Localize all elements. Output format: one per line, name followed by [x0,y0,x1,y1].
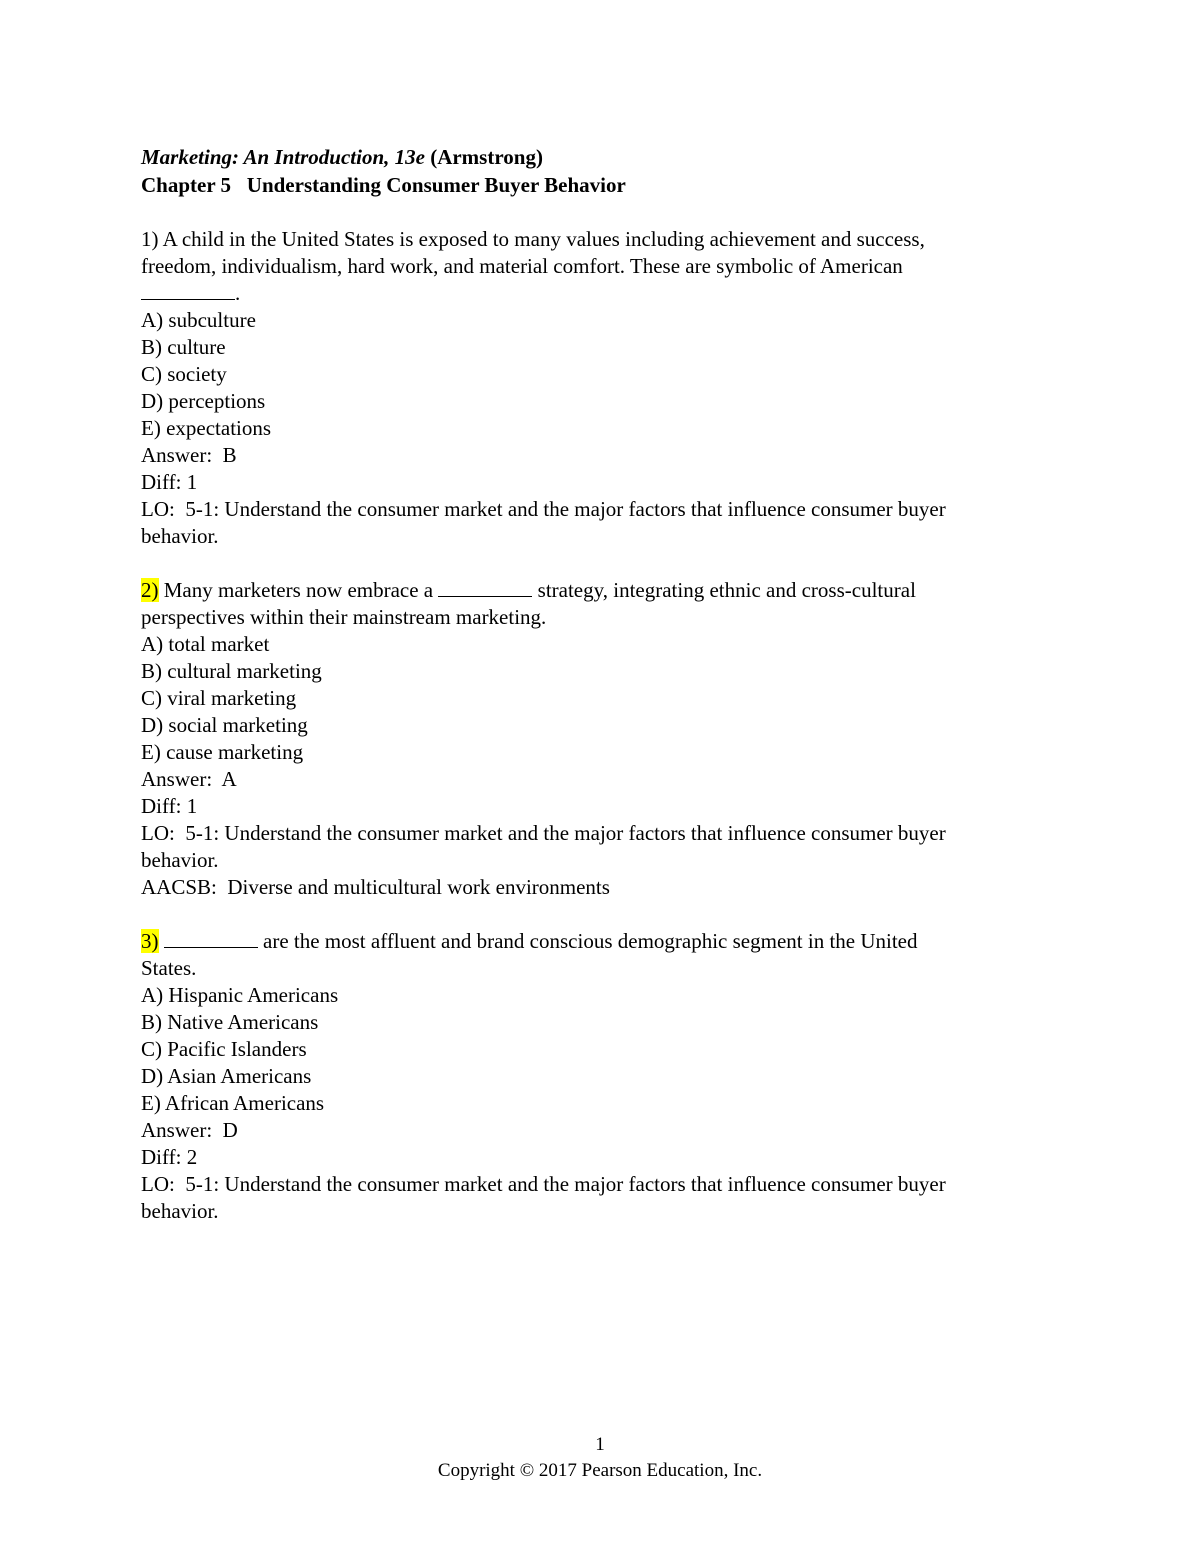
question-stem-line [141,577,1061,604]
answer-option: B) Native Americans [141,1010,319,1034]
chapter-title: Chapter 5 Understanding Consumer Buyer Behavior [141,173,626,197]
learning-objective: behavior. [141,848,219,872]
difficulty: Diff: 1 [141,470,198,494]
question-stem: A child in the United States is exposed to many values including achievement and success, [162,227,925,251]
copyright-notice: Copyright © 2017 Pearson Education, Inc. [437,1460,763,1481]
answer-key: Answer: D [141,1118,238,1142]
answer-option: C) viral marketing [141,686,297,710]
question-stem: Many marketers now embrace a [163,578,434,602]
answer-option: A) total market [141,632,270,656]
question-2 [141,577,1061,901]
difficulty: Diff: 2 [141,1145,198,1169]
question-number: 1) [141,227,159,251]
question-stem-line: States. [141,956,197,980]
question-stem-line [141,928,1061,955]
answer-key: Answer: B [141,443,237,467]
learning-objective: behavior. [141,524,219,548]
answer-option: C) society [141,362,227,386]
answer-option: E) African Americans [141,1091,325,1115]
difficulty: Diff: 1 [141,794,198,818]
learning-objective: LO: 5-1: Understand the consumer market and the major factors that influence consumer buyer [141,1172,946,1196]
answer-option: D) Asian Americans [141,1064,312,1088]
question-stem-line [141,226,1061,253]
answer-option: A) Hispanic Americans [141,983,339,1007]
page-number: 1 [595,1434,605,1455]
fill-in-blank [164,929,258,948]
learning-objective: LO: 5-1: Understand the consumer market and the major factors that influence consumer buyer [141,497,946,521]
book-title-line [141,143,1061,171]
fill-in-blank [438,578,532,597]
learning-objective: LO: 5-1: Understand the consumer market and the major factors that influence consumer buyer [141,821,946,845]
question-stem: strategy, integrating ethnic and cross-cultural [537,578,916,602]
answer-option: A) subculture [141,308,256,332]
answer-option: B) culture [141,335,226,359]
question-stem-line: perspectives within their mainstream marketing. [141,605,547,629]
question-stem-tail: . [235,281,241,305]
question-stem: are the most affluent and brand conscious demographic segment in the United [263,929,918,953]
answer-option: E) cause marketing [141,740,304,764]
document-content [141,143,1061,1225]
aacsb-tag: AACSB: Diverse and multicultural work environments [141,875,610,899]
question-number: 3) [141,929,159,953]
book-title: Marketing: An Introduction, 13e [141,145,425,169]
question-number: 2) [141,578,159,602]
question-stem-line: freedom, individualism, hard work, and material comfort. These are symbolic of American [141,254,903,278]
question-1 [141,226,1061,550]
answer-option: E) expectations [141,416,272,440]
answer-key: Answer: A [141,767,237,791]
answer-option: C) Pacific Islanders [141,1037,307,1061]
answer-option: D) social marketing [141,713,308,737]
question-3 [141,928,1061,1225]
book-author: (Armstrong) [430,145,543,169]
answer-option: B) cultural marketing [141,659,322,683]
learning-objective: behavior. [141,1199,219,1223]
fill-in-blank [141,281,235,300]
question-stem-line [141,280,1061,307]
answer-option: D) perceptions [141,389,266,413]
